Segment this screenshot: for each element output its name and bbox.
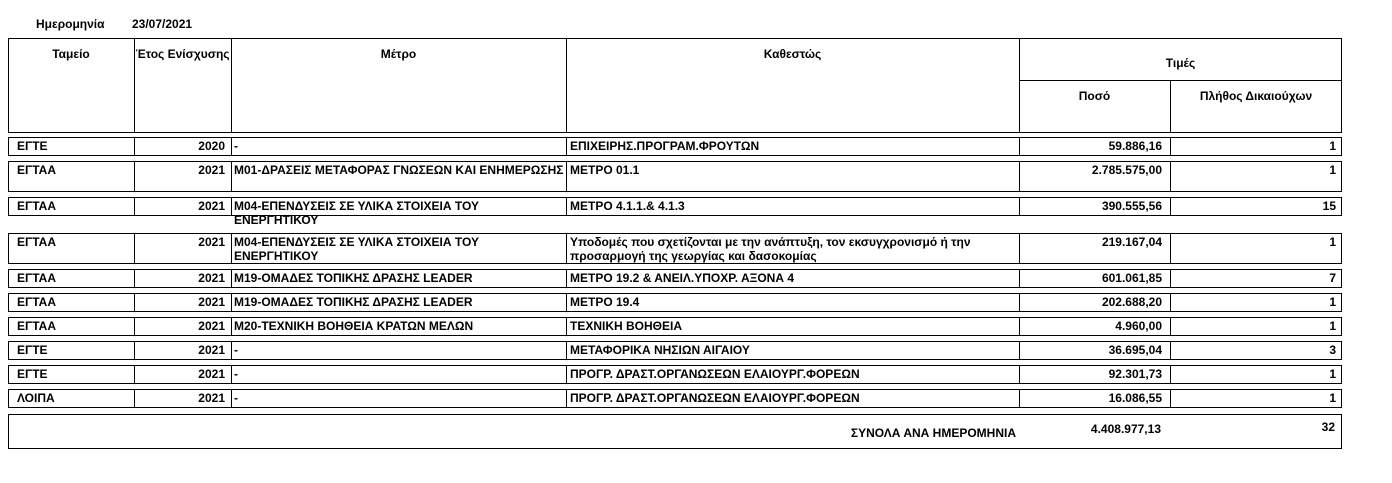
row-8-status: ΜΕΤΑΦΟΡΙΚΑ ΝΗΣΙΩΝ ΑΙΓΑΙΟΥ <box>570 343 750 357</box>
header-measure: Μέτρο <box>380 47 417 61</box>
row-8-measure: - <box>234 343 238 357</box>
row-7-count: 1 <box>1329 319 1336 333</box>
row-8-count: 3 <box>1329 343 1336 357</box>
row-3-status: ΜΕΤΡΟ 4.1.1.& 4.1.3 <box>570 199 685 213</box>
row-9-fund: ΕΓΤΕ <box>17 367 48 381</box>
totals-count: 32 <box>1321 420 1335 434</box>
row-5-year: 2021 <box>198 271 225 285</box>
date-value: 23/07/2021 <box>132 17 193 31</box>
row-10-year: 2021 <box>198 391 225 405</box>
date-line <box>36 17 192 31</box>
row-1-status: ΕΠΙΧΕΙΡΗΣ.ΠΡΟΓΡΑΜ.ΦΡΟΥΤΩΝ <box>570 139 760 153</box>
row-6-status: ΜΕΤΡΟ 19.4 <box>570 295 640 309</box>
row-3-measure: Μ04-ΕΠΕΝΔΥΣΕΙΣ ΣΕ ΥΛΙΚΑ ΣΤΟΙΧΕΙΑ ΤΟΥ ΕΝΕΡΓΗΤΙΚΟΥ <box>234 199 479 227</box>
header-amount: Ποσό <box>1078 89 1111 103</box>
row-5-amount: 601.061,85 <box>1101 271 1162 285</box>
row-2-year: 2021 <box>198 163 225 177</box>
row-7-year: 2021 <box>198 319 225 333</box>
row-1-count: 1 <box>1329 139 1336 153</box>
header-values: Τιμές <box>1165 56 1196 70</box>
row-1-year: 2020 <box>198 139 225 153</box>
totals-amount: 4.408.977,13 <box>1090 422 1161 436</box>
row-3-fund: ΕΓΤΑΑ <box>17 199 56 213</box>
row-7-fund: ΕΓΤΑΑ <box>17 319 56 333</box>
row-10-count: 1 <box>1329 391 1336 405</box>
row-9-count: 1 <box>1329 367 1336 381</box>
row-2-count: 1 <box>1329 163 1336 177</box>
row-8-fund: ΕΓΤΕ <box>17 343 48 357</box>
row-3-amount: 390.555,56 <box>1101 199 1162 213</box>
row-6-year: 2021 <box>198 295 225 309</box>
row-7-status: ΤΕΧΝΙΚΗ ΒΟΗΘΕΙΑ <box>570 319 683 333</box>
row-5-count: 7 <box>1329 271 1336 285</box>
row-2-status: ΜΕΤΡΟ 01.1 <box>570 163 640 177</box>
row-1-fund: ΕΓΤΕ <box>17 139 48 153</box>
row-5-fund: ΕΓΤΑΑ <box>17 271 56 285</box>
row-1-amount: 59.886,16 <box>1108 139 1162 153</box>
row-2-amount: 2.785.575,00 <box>1091 163 1162 177</box>
row-10-measure: - <box>234 391 238 405</box>
row-4-measure: Μ04-ΕΠΕΝΔΥΣΕΙΣ ΣΕ ΥΛΙΚΑ ΣΤΟΙΧΕΙΑ ΤΟΥ ΕΝΕΡΓΗΤΙΚΟΥ <box>234 235 479 263</box>
date-label: Ημερομηνία <box>36 17 105 31</box>
row-9-measure: - <box>234 367 238 381</box>
row-4-amount: 219.167,04 <box>1101 235 1162 249</box>
row-7-measure: Μ20-ΤΕΧΝΙΚΗ ΒΟΗΘΕΙΑ ΚΡΑΤΩΝ ΜΕΛΩΝ <box>234 319 474 333</box>
row-8-year: 2021 <box>198 343 225 357</box>
row-4-year: 2021 <box>198 235 225 249</box>
row-2-fund: ΕΓΤΑΑ <box>17 163 56 177</box>
totals-label: ΣΥΝΟΛΑ ΑΝΑ ΗΜΕΡΟΜΗΝΙΑ <box>850 426 1016 440</box>
row-6-fund: ΕΓΤΑΑ <box>17 295 56 309</box>
row-9-year: 2021 <box>198 367 225 381</box>
row-6-measure: Μ19-ΟΜΑΔΕΣ ΤΟΠΙΚΗΣ ΔΡΑΣΗΣ LEADER <box>234 295 473 309</box>
row-4-status: Υποδομές που σχετίζονται με την ανάπτυξη, τον εκσυγχρονισμό ή την προσαρμογή της γεωργίας και δασοκομίας <box>570 235 971 263</box>
row-9-status: ΠΡΟΓΡ. ΔΡΑΣΤ.ΟΡΓΑΝΩΣΕΩΝ ΕΛΑΙΟΥΡΓ.ΦΟΡΕΩΝ <box>570 367 860 381</box>
row-7-amount: 4.960,00 <box>1115 319 1162 333</box>
row-3-year: 2021 <box>198 199 225 213</box>
header-year: Έτος Ενίσχυσης <box>135 47 230 61</box>
row-4-fund: ΕΓΤΑΑ <box>17 235 56 249</box>
row-6-amount: 202.688,20 <box>1101 295 1162 309</box>
row-5-measure: Μ19-ΟΜΑΔΕΣ ΤΟΠΙΚΗΣ ΔΡΑΣΗΣ LEADER <box>234 271 473 285</box>
row-8-amount: 36.695,04 <box>1108 343 1162 357</box>
row-5-status: ΜΕΤΡΟ 19.2 & ΑΝΕΙΛ.ΥΠΟΧΡ. ΑΞΟΝΑ 4 <box>570 271 795 285</box>
row-9-amount: 92.301,73 <box>1108 367 1162 381</box>
row-10-status: ΠΡΟΓΡ. ΔΡΑΣΤ.ΟΡΓΑΝΩΣΕΩΝ ΕΛΑΙΟΥΡΓ.ΦΟΡΕΩΝ <box>570 391 860 405</box>
row-6-count: 1 <box>1329 295 1336 309</box>
header-beneficiaries: Πλήθος Δικαιούχων <box>1199 89 1313 103</box>
row-3-count: 15 <box>1322 199 1336 213</box>
row-10-amount: 16.086,55 <box>1108 391 1162 405</box>
row-4-count: 1 <box>1329 235 1336 249</box>
header-fund: Ταμείο <box>52 47 90 61</box>
row-2-measure: Μ01-ΔΡΑΣΕΙΣ ΜΕΤΑΦΟΡΑΣ ΓΝΩΣΕΩΝ ΚΑΙ ΕΝΗΜΕΡΩΣΗΣ <box>234 163 564 177</box>
header-status: Καθεστώς <box>763 47 822 61</box>
row-10-fund: ΛΟΙΠΑ <box>17 391 55 405</box>
row-1-measure: - <box>234 139 238 153</box>
